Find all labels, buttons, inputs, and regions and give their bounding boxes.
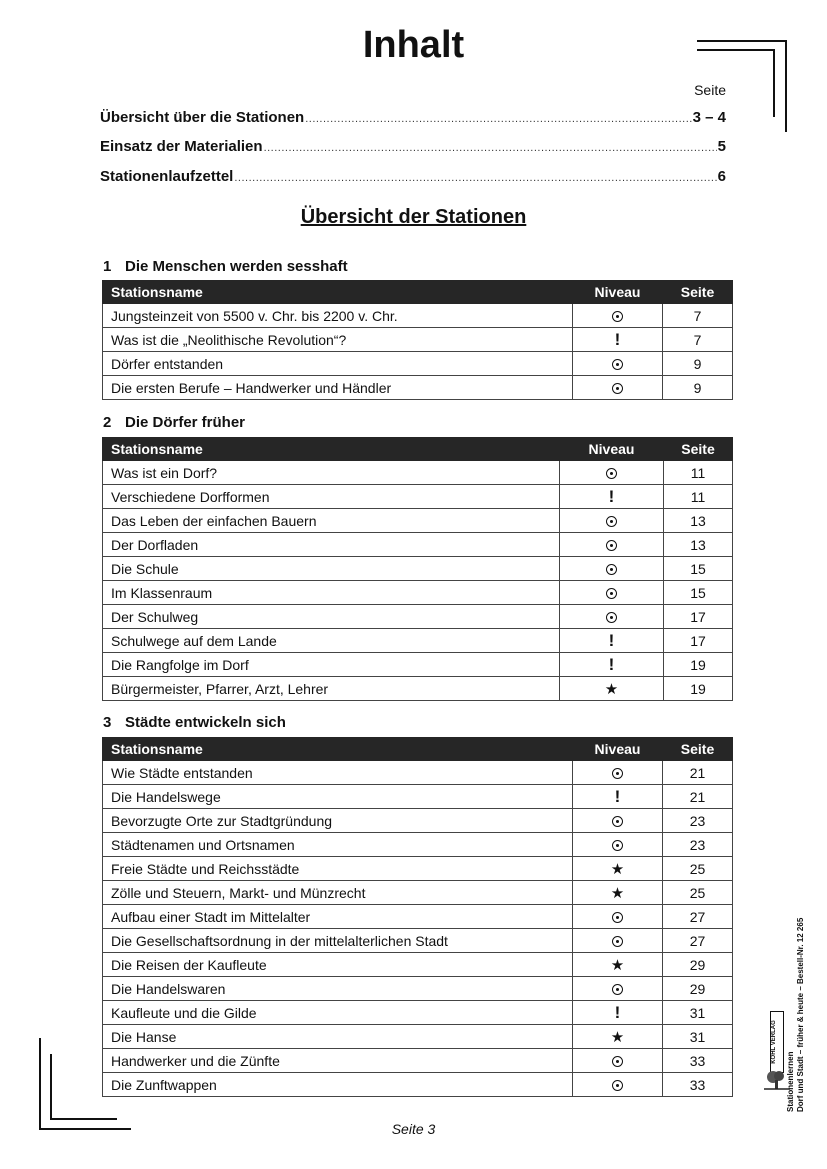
station-page: 11	[664, 485, 733, 509]
table-row	[103, 533, 733, 557]
niveau-cell	[573, 953, 663, 977]
station-page: 17	[664, 605, 733, 629]
niveau-cell	[573, 809, 663, 833]
stations-table	[102, 280, 733, 400]
table-header-row	[103, 738, 733, 761]
toc-page-column-label: Seite	[694, 82, 726, 98]
station-page: 29	[663, 977, 733, 1001]
station-page: 7	[663, 304, 733, 328]
table-row	[103, 1001, 733, 1025]
section-number: 2	[103, 414, 112, 431]
niveau-cell	[560, 605, 664, 629]
circle-dot-icon	[612, 1056, 623, 1067]
niveau-cell	[573, 1073, 663, 1097]
station-name: Verschiedene Dorfformen	[103, 485, 560, 509]
table-row	[103, 677, 733, 701]
stations-table	[102, 737, 733, 1097]
station-page: 9	[663, 352, 733, 376]
circle-dot-icon	[612, 912, 623, 923]
station-name: Die Hanse	[103, 1025, 573, 1049]
station-name: Zölle und Steuern, Markt- und Münzrecht	[103, 881, 573, 905]
circle-dot-icon	[606, 468, 617, 479]
circle-dot-icon	[606, 588, 617, 599]
niveau-cell	[560, 629, 664, 653]
niveau-cell	[560, 653, 664, 677]
niveau-cell	[560, 485, 664, 509]
station-name: Die Gesellschaftsordnung in der mittelalterlichen Stadt	[103, 929, 573, 953]
exclamation-icon: !	[608, 487, 615, 506]
station-page: 25	[663, 857, 733, 881]
page-title: Inhalt	[362, 24, 465, 66]
table-row	[103, 629, 733, 653]
publisher-logo: KOHL VERLAG	[770, 1011, 784, 1073]
star-icon: ★	[610, 884, 625, 902]
exclamation-icon: !	[614, 787, 621, 806]
station-name: Städtenamen und Ortsnamen	[103, 833, 573, 857]
table-row	[103, 977, 733, 1001]
column-header-name: Stationsname	[103, 438, 560, 461]
circle-dot-icon	[612, 816, 623, 827]
station-name: Die Handelswaren	[103, 977, 573, 1001]
exclamation-icon: !	[608, 631, 615, 650]
station-name: Wie Städte entstanden	[103, 761, 573, 785]
station-name: Im Klassenraum	[103, 581, 560, 605]
section-number: 3	[103, 714, 112, 731]
circle-dot-icon	[612, 984, 623, 995]
toc-entry[interactable]	[100, 138, 726, 158]
niveau-cell	[560, 461, 664, 485]
toc-entry-page: 3 – 4	[692, 109, 726, 126]
station-name: Bevorzugte Orte zur Stadtgründung	[103, 809, 573, 833]
table-row	[103, 857, 733, 881]
column-header-niveau: Niveau	[560, 438, 664, 461]
side-imprint-line1: Stationenlernen	[786, 1051, 795, 1112]
table-row	[103, 328, 733, 352]
column-header-seite: Seite	[664, 438, 733, 461]
station-page: 21	[663, 761, 733, 785]
table-row	[103, 1049, 733, 1073]
star-icon: ★	[610, 1028, 625, 1046]
station-name: Handwerker und die Zünfte	[103, 1049, 573, 1073]
section-title	[103, 414, 245, 431]
station-name: Schulwege auf dem Lande	[103, 629, 560, 653]
station-page: 23	[663, 809, 733, 833]
toc-entry[interactable]	[100, 109, 726, 129]
table-row	[103, 461, 733, 485]
station-name: Das Leben der einfachen Bauern	[103, 509, 560, 533]
table-row	[103, 376, 733, 400]
station-name: Aufbau einer Stadt im Mittelalter	[103, 905, 573, 929]
circle-dot-icon	[612, 1080, 623, 1091]
station-name: Kaufleute und die Gilde	[103, 1001, 573, 1025]
station-name: Der Schulweg	[103, 605, 560, 629]
station-name: Jungsteinzeit von 5500 v. Chr. bis 2200 v. Chr.	[103, 304, 573, 328]
circle-dot-icon	[606, 516, 617, 527]
niveau-cell	[573, 1025, 663, 1049]
station-name: Die Reisen der Kaufleute	[103, 953, 573, 977]
table-row	[103, 653, 733, 677]
table-row	[103, 761, 733, 785]
niveau-cell	[573, 977, 663, 1001]
toc-entry-label: Einsatz der Materialien	[100, 138, 263, 155]
exclamation-icon: !	[614, 1003, 621, 1022]
table-row	[103, 1073, 733, 1097]
table-row	[103, 1025, 733, 1049]
toc-entry-page: 5	[717, 138, 726, 155]
section-number: 1	[103, 258, 112, 275]
toc-leader-dots	[234, 172, 716, 184]
circle-dot-icon	[612, 383, 623, 394]
station-page: 33	[663, 1049, 733, 1073]
section-title-text: Die Menschen werden sesshaft	[125, 258, 348, 275]
niveau-cell	[560, 581, 664, 605]
niveau-cell	[573, 785, 663, 809]
niveau-cell	[573, 1049, 663, 1073]
station-page: 23	[663, 833, 733, 857]
column-header-name: Stationsname	[103, 738, 573, 761]
circle-dot-icon	[606, 564, 617, 575]
niveau-cell	[573, 761, 663, 785]
overview-heading: Übersicht der Stationen	[300, 206, 527, 228]
table-row	[103, 833, 733, 857]
table-row	[103, 557, 733, 581]
niveau-cell	[560, 557, 664, 581]
table-row	[103, 929, 733, 953]
table-header-row	[103, 438, 733, 461]
niveau-cell	[573, 352, 663, 376]
table-row	[103, 352, 733, 376]
station-name: Bürgermeister, Pfarrer, Arzt, Lehrer	[103, 677, 560, 701]
station-page: 13	[664, 509, 733, 533]
niveau-cell	[573, 929, 663, 953]
station-name: Dörfer entstanden	[103, 352, 573, 376]
exclamation-icon: !	[608, 655, 615, 674]
station-page: 15	[664, 557, 733, 581]
station-page: 9	[663, 376, 733, 400]
section-title	[103, 714, 286, 731]
station-page: 17	[664, 629, 733, 653]
column-header-seite: Seite	[663, 281, 733, 304]
toc-entry[interactable]	[100, 168, 726, 188]
niveau-cell	[573, 328, 663, 352]
column-header-name: Stationsname	[103, 281, 573, 304]
column-header-niveau: Niveau	[573, 281, 663, 304]
station-name: Die ersten Berufe – Handwerker und Händler	[103, 376, 573, 400]
niveau-cell	[560, 677, 664, 701]
side-imprint-line2: Dorf und Stadt – früher & heute – Bestell-Nr. 12 265	[796, 917, 805, 1112]
exclamation-icon: !	[614, 330, 621, 349]
table-row	[103, 905, 733, 929]
station-page: 21	[663, 785, 733, 809]
niveau-cell	[573, 857, 663, 881]
station-name: Der Dorfladen	[103, 533, 560, 557]
table-row	[103, 881, 733, 905]
niveau-cell	[573, 833, 663, 857]
niveau-cell	[560, 509, 664, 533]
circle-dot-icon	[612, 359, 623, 370]
station-name: Die Handelswege	[103, 785, 573, 809]
table-row	[103, 509, 733, 533]
station-page: 11	[664, 461, 733, 485]
table-row	[103, 581, 733, 605]
toc-entry-label: Stationenlaufzettel	[100, 168, 234, 185]
station-name: Die Rangfolge im Dorf	[103, 653, 560, 677]
niveau-cell	[573, 304, 663, 328]
section-title-text: Städte entwickeln sich	[125, 714, 286, 731]
station-page: 27	[663, 905, 733, 929]
station-name: Die Schule	[103, 557, 560, 581]
circle-dot-icon	[612, 936, 623, 947]
circle-dot-icon	[606, 612, 617, 623]
station-page: 19	[664, 653, 733, 677]
star-icon: ★	[610, 860, 625, 878]
toc-leader-dots	[264, 142, 717, 154]
column-header-seite: Seite	[663, 738, 733, 761]
circle-dot-icon	[612, 768, 623, 779]
table-row	[103, 485, 733, 509]
star-icon: ★	[610, 956, 625, 974]
circle-dot-icon	[612, 311, 623, 322]
station-page: 31	[663, 1025, 733, 1049]
station-name: Freie Städte und Reichsstädte	[103, 857, 573, 881]
station-page: 19	[664, 677, 733, 701]
tree-logo-icon	[764, 1069, 790, 1096]
circle-dot-icon	[606, 540, 617, 551]
toc-leader-dots	[305, 113, 691, 125]
table-row	[103, 785, 733, 809]
station-page: 33	[663, 1073, 733, 1097]
station-page: 25	[663, 881, 733, 905]
stations-table	[102, 437, 733, 701]
toc-entry-page: 6	[717, 168, 726, 185]
niveau-cell	[573, 881, 663, 905]
table-row	[103, 304, 733, 328]
page-footer: Seite 3	[391, 1121, 436, 1137]
niveau-cell	[560, 533, 664, 557]
column-header-niveau: Niveau	[573, 738, 663, 761]
station-page: 29	[663, 953, 733, 977]
station-page: 27	[663, 929, 733, 953]
niveau-cell	[573, 1001, 663, 1025]
station-name: Was ist die „Neolithische Revolution“?	[103, 328, 573, 352]
circle-dot-icon	[612, 840, 623, 851]
toc-entry-label: Übersicht über die Stationen	[100, 109, 305, 126]
section-title	[103, 258, 348, 275]
station-name: Was ist ein Dorf?	[103, 461, 560, 485]
star-icon: ★	[604, 680, 619, 698]
station-page: 31	[663, 1001, 733, 1025]
table-row	[103, 605, 733, 629]
section-title-text: Die Dörfer früher	[125, 414, 246, 431]
station-page: 13	[664, 533, 733, 557]
niveau-cell	[573, 376, 663, 400]
table-row	[103, 953, 733, 977]
station-page: 7	[663, 328, 733, 352]
table-header-row	[103, 281, 733, 304]
station-page: 15	[664, 581, 733, 605]
table-row	[103, 809, 733, 833]
niveau-cell	[573, 905, 663, 929]
station-name: Die Zunftwappen	[103, 1073, 573, 1097]
